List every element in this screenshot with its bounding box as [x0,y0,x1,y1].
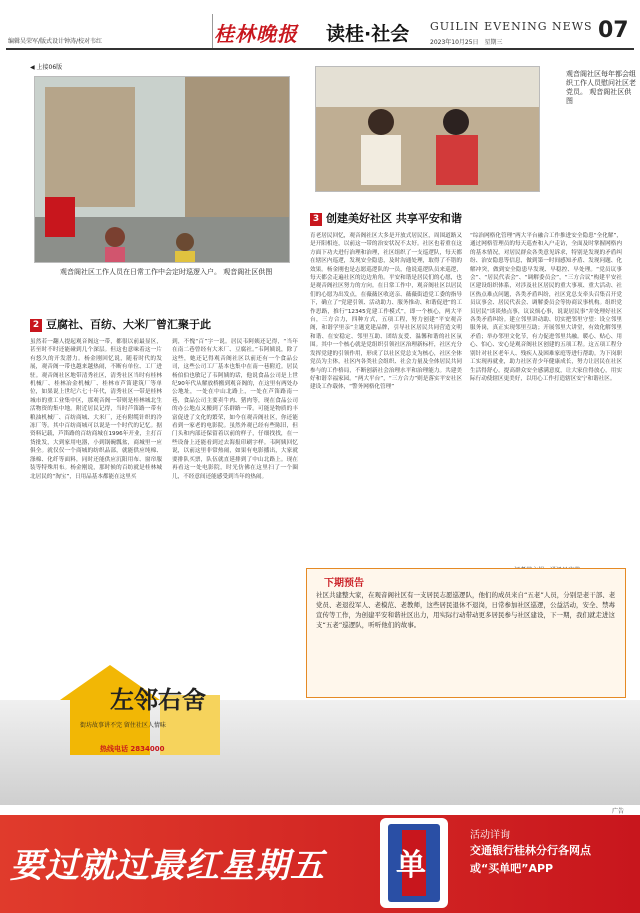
section2-column-1: 虽然若一翻人提起观音阁这一带，都很以前最显区，甚至时不时还能碰到几个深层。但这也意味着这一片有悠久的开发潜力。杨金刚回忆说，随着时代的发展，观音阁一带也越来越热闹，不断有单位、工厂进驻。观音阁社区地带清秀社区，清秀社区当时有桂林机械厂、桂林冶金机械厂、桂林市芦笛建筑厂等单位，如果说上世纪六七十年代，清秀社区一带是桂林城市的重工业集中区，那观音阁一带则是桂林城北生活物资的集中地。附近居民记得，当时芦笛路一带有粮油机械厂、百纺商城、大米厂，还有附缆针织的冷冻厂等。其中百纺商城可以说是一个时代的记忆。据资料记载，芦笛路的百纺商城在1996年开业，主打百货批发，大到家用电器，小到锅碗瓢盆，商城里一应俱全。就仅仅一个商城的纺织品部，就能供应纯棉、涤棉、化纤等面料，同时还能供应沉阳用布、窗帘服装等特殊用布。杨金刚说，那时候的百纺就是桂林城北居民的“淘宝”，日用品基本都能在这里买 [30,339,162,480]
ad-label: 广告 [612,808,625,815]
next-issue-body: 社区共建整大家，在观音阁社区有一支居民志愿巡逻队，他们的成员来自“五老”人员，分别是老干部、老党员、老退役军人、老模范、老教师，这些居民退休不退岗，日常参加社区巡逻，公益活动，安全、禁毒宣传等工作，为创建平安和谐社区出力，用实际行动带动更多居民参与社区建设，下一期，我们就走进这支“五老”巡逻队，听听他们的故事。 [316,591,616,629]
column-logo-hotline: 热线电话 2834000 [100,745,165,753]
editor-credit: 编辑吴荣军/版式设计钟涛/校对韦红 [8,38,103,45]
column-logo-title: 左邻右舍 [110,685,206,714]
section3-column-2: “综治网格化管理”两大平台融合工作推进安全隐患“全化解”，通过网格管理员的每天巡查和入户走访，全面及时掌握网格内的基本情况，对居民群众各类意见诉求，特别是发现的矛盾纠纷、治安隐患等信息，做到第一时间感知矛盾、发现问题、化解冲突，做到安全隐患早发现、早稳控、早处理。“党员议事会”、“居民代表会”、“调解委员会”，“三方合议”构建平安社区建设组织体系，对涉及社区居民的重大事项、重大活动、社区热点难点问题，各类矛盾纠纷，社区党总支牵头召集召开党员议事会、居民代表会、调解委员会等协商议事机构。组织党员居民“谈谈热点事，议议烦心事，说说居民事”并处理好社区各类矛盾纠纷。建立邻里讲动助、切实把邻里守望：设立邻里服务岗，真正实现邻里互助；开展邻里大讲堂，有效化解邻里矛盾；举办邻里文化节，有力促进邻里共融。暖心、贴心、用心、怕心、安心是观音阁社区创建的五项工程。这五项工程分别针对社区老年人、残疾人及困难家庭等进行帮助。为下岗职工实现再就业，助力社区青少年健康成长，努力让居民在社区生活得舒心，提高群众安全感满意度，让大家住得放心，用实际行动使辖区更美好，以用心工作打造辖区安宁和谐社区。 [470,233,622,382]
column-logo [40,660,270,760]
photo-patrol-illustration [35,77,290,263]
section2-title: 豆腐社、百纺、大米厂曾汇聚于此 [46,318,211,331]
photo-visit [315,66,540,192]
header-rule [6,48,634,50]
column-logo-subtitle: 街坊故事讲不完 留住社区人情味 [80,722,166,729]
ad-line-2: 交通银行桂林分行各网点 [470,844,591,857]
section2-heading [30,316,211,332]
photo-patrol [34,76,290,263]
ad-line-1: 活动详询 [470,830,510,841]
paper-english-name: GUILIN EVENING NEWS [430,20,593,33]
issue-date: 2023年10月25日 星期三 [430,39,503,46]
photo-visit-caption: 观音阁社区每年都会组织工作人员慰问社区老党员。 观音阁社区供图 [566,70,636,106]
section3-heading [310,210,462,226]
ad-logo-glyph: 单 [396,848,426,883]
section3-column-1: 育老居民回忆，观音阁社区大多是开放式居民区，周围道路又是开阳相连，以前这一带的治安状况不太好。社区也着重在这方面下功夫进行治理和治理，社区组织了一支巡逻队，每天都在辖区内巡逻，发现安全隐患，及时沟通处理，取得了不错的效果。杨金刚也是志愿巡逻队的一员，他说巡逻队员来巡逻，每天都会走遍社区的边边角角。平安和谐是居民们的心愿，也是观音阁社区努力的方向。在日常工作中，观音阁社区以居民们的心愿为出发点，在薇薇区收送亲、薇薇街道党工委的指导下，确立了“党建引领、活动助力、服务推动、和谐促进”的工作思路，推行“12345党建工作模式”，即一个核心，两大平台，三方合力，四种方式，五项工程，努力创建“平安观音阁，和谐学里亲”主题党建品牌，引导社区居民共同营造文明和谐、在安稳定、邻里互助、团结友爱、温馨和谐的社区氛围。其中一个核心就是党组织引领社区治理新标杆，社区充分发挥党建的引领作用，形成了以社区党总支为核心，社区全体党员为主体，社区内各类社会组织、社会力量及全体居民共同参与的工作格局，不断创新社会治理水平和治理能力。共建美好和谐幸福家园。“两大平台”，“三方合力”则是落实平安社区建设工作载体，“警务网格化管理” [310,233,462,391]
newspaper-logo: 桂林晚报 [214,22,298,46]
section-title: 读桂·社会 [326,23,410,45]
ad-line-3: 或“买单吧”APP [470,862,554,875]
photo-patrol-caption: 观音阁社区工作人员在日常工作中会定时巡逻入户。 观音阁社区供图 [60,268,273,276]
header-divider [212,14,213,48]
photo-visit-illustration [316,67,540,192]
section2-number: 2 [30,319,42,332]
continued-from: ◀ 上接06版 [30,64,63,71]
speaker-icon: ◀ [30,64,35,71]
page-number: 07 [598,18,629,43]
next-issue-title: 下期预告 [324,578,364,589]
ad-slogan: 要过就过最红星期五 [10,846,325,886]
section2-column-2: 到，不愧“百”字一说。居民韦阿姨还记得，“当年在南二巷曾经有大米厂、豆腐社。”韦阿姨说，除了这些，她还记得观音阁社区以前还有一个食品公司，这些公司工厂基本也集中在南一巷附近。居民杨伯伯也敏记了韦阿姨的话，他说食品公司是上世纪90年代从解放桥搬到观音阁的，在这里有两处办公地址，一处在中山北路上，一处在芦笛路南一巷，食品公司主要卖牛肉、猪肉等，现在食品公司的办公地点又搬到了乐群路一带。可能是物质的丰富促进了文化的繁荣，如今在观音阁社区，你还能看到一家老的电影院。虽然外观已经有些陈旧，但门头和内部还保留着以前的样子，仔细找找，在一些设备上还能看到过去海报印刷字样。韦阿姨回忆说，以前这里非常热闹，如果有电影播出，大家就要排队买票，队伍就直延排到了中山北路上。现在再看这一处电影院，时光仿佛在这里扫了一个圈儿，不经意间还能感受到当年的热闹。 [172,339,298,480]
section3-title: 创建美好社区 共享平安和谐 [326,212,462,225]
section3-number: 3 [310,213,322,226]
